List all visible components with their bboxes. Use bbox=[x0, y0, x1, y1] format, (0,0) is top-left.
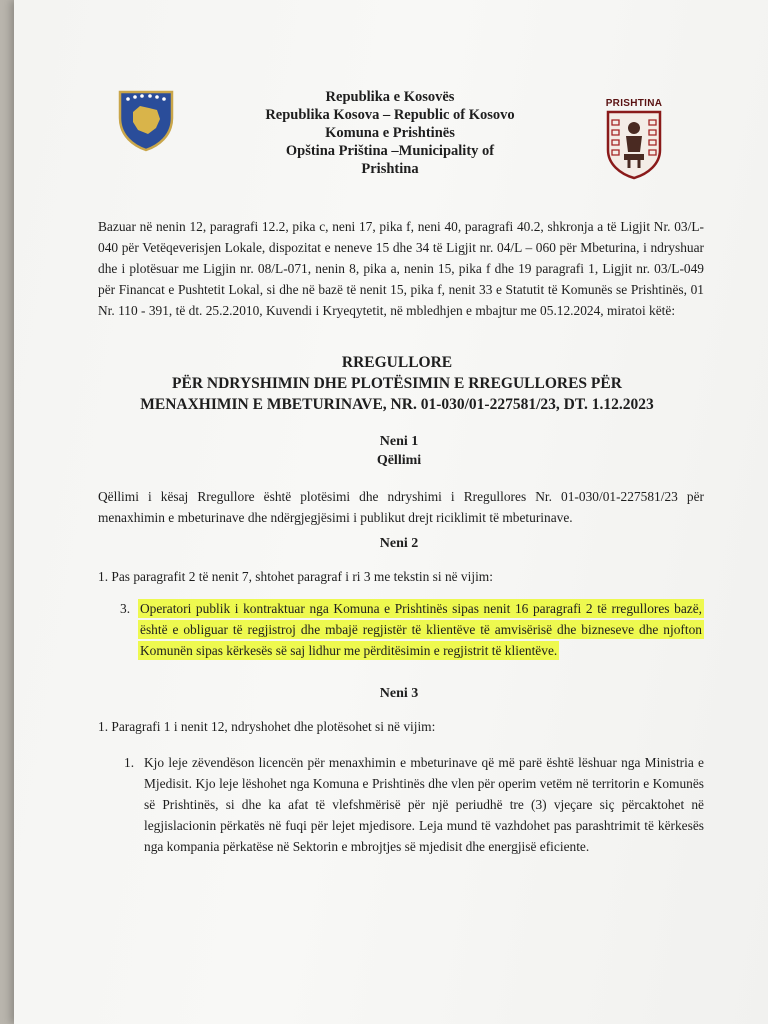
article-2-title: Neni 2 bbox=[379, 536, 419, 551]
intro-paragraph: Bazuar në nenin 12, paragrafi 12.2, pika c, neni 17, pika f, neni 40, paragrafi 40.2, shkronja a të Ligjit Nr. 03/L-040 për Vetëqeverisjen Lokale, dispozitat e neneve 15 dhe 34 të Ligjit nr. 04/L – 060 për Mbeturina, i ndryshuar dhe i plotësuar me Ligjin nr. 08/L-071, nenin 8, pika a, nenin 15, pika f dhe 19 paragrafi 1, Ligjit nr. 03/L-049 për Financat e Pushtetit Lokal, si dhe në bazë të nenit 15, pika f, nenit 33 e Statutit të Komunës se Prishtinës, 01 Nr. 110 - 391, të dt. 25.2.2010, Kuvendi i Kryeqytetit, në mbledhjen e mbajtur me 05.12.2024, miratoi këtë: bbox=[98, 219, 704, 318]
article-2-item bbox=[120, 598, 702, 661]
article-1-heading bbox=[314, 432, 484, 470]
highlighted-item-text: Operatori publik i kontraktuar nga Komuna e Prishtinës sipas nenit 16 paragrafi 2 të rregullores bazë, është e obliguar të regjistroj dhe mbajë regjistër të klientëve të amvisërisë dhe bizneseve dhe njofton Komunën sipas kërkesës së saj lidhur me përditësimin e regjistrit të klientëve. bbox=[140, 601, 702, 658]
header-line-1: Republika e Kosovës bbox=[325, 89, 455, 105]
title-line-3: MENAXHIMIN E MBETURINAVE, NR. 01-030/01-227581/23, DT. 1.12.2023 bbox=[140, 396, 654, 413]
regulation-title bbox=[88, 352, 706, 415]
article-2-text: 1. Pas paragrafit 2 të nenit 7, shtohet paragraf i ri 3 me tekstin si në vijim: bbox=[98, 569, 493, 584]
article-3-item bbox=[124, 752, 704, 857]
article-1-text: Qëllimi i kësaj Rregullore është plotësimi dhe ndryshimi i Rregullores Nr. 01-030/01-227581/23 për menaxhimin e mbeturinave dhe ndërgjegjësimi i publikut drejt riciklimit të mbeturinave. bbox=[98, 489, 704, 525]
article-2-heading bbox=[314, 534, 484, 553]
article-3-item-number: 1. bbox=[124, 755, 135, 770]
document-page bbox=[14, 0, 768, 1024]
document-header bbox=[240, 88, 540, 178]
article-3-title: Neni 3 bbox=[379, 686, 419, 701]
kosovo-coat-of-arms-icon bbox=[116, 88, 176, 152]
article-3-heading bbox=[314, 684, 484, 703]
prishtina-emblem-icon bbox=[604, 98, 664, 180]
prishtina-emblem-label: PRISHTINA bbox=[605, 98, 663, 109]
article-1-subtitle: Qëllimi bbox=[376, 453, 422, 468]
title-line-1: RREGULLORE bbox=[341, 354, 453, 371]
article-3-item-text: Kjo leje zëvendëson licencën për menaxhimin e mbeturinave që më parë është lëshuar nga Ministria e Mjedisit. Kjo leje lëshohet nga Komuna e Prishtinës dhe vlen për operim vetëm në territorin e Komunës së Prishtinës, si dhe ka afat të vlefshmërisë për një periudhë tre (3) vjeçare siç përcaktohet në legjislacionin përkatës në fuqi për lejet mjedisore. Leja mund të vazhdohet pas parashtrimit të kërkesës nga kompania përkatëse në Sektorin e mbrojtjes së mjedisit dhe energjisë eficiente. bbox=[144, 755, 704, 854]
header-line-5: Prishtina bbox=[361, 161, 419, 177]
header-line-2: Republika Kosova – Republic of Kosovo bbox=[265, 107, 515, 123]
header-line-4: Opština Priština –Municipality of bbox=[285, 143, 495, 159]
article-2-item-number: 3. bbox=[120, 601, 131, 616]
header-line-3: Komuna e Prishtinës bbox=[325, 125, 455, 141]
article-1-title: Neni 1 bbox=[379, 434, 419, 449]
title-line-2: PËR NDRYSHIMIN DHE PLOTËSIMIN E RREGULLORES PËR bbox=[172, 375, 622, 392]
article-3-text: 1. Paragrafi 1 i nenit 12, ndryshohet dhe plotësohet si në vijim: bbox=[98, 719, 436, 734]
